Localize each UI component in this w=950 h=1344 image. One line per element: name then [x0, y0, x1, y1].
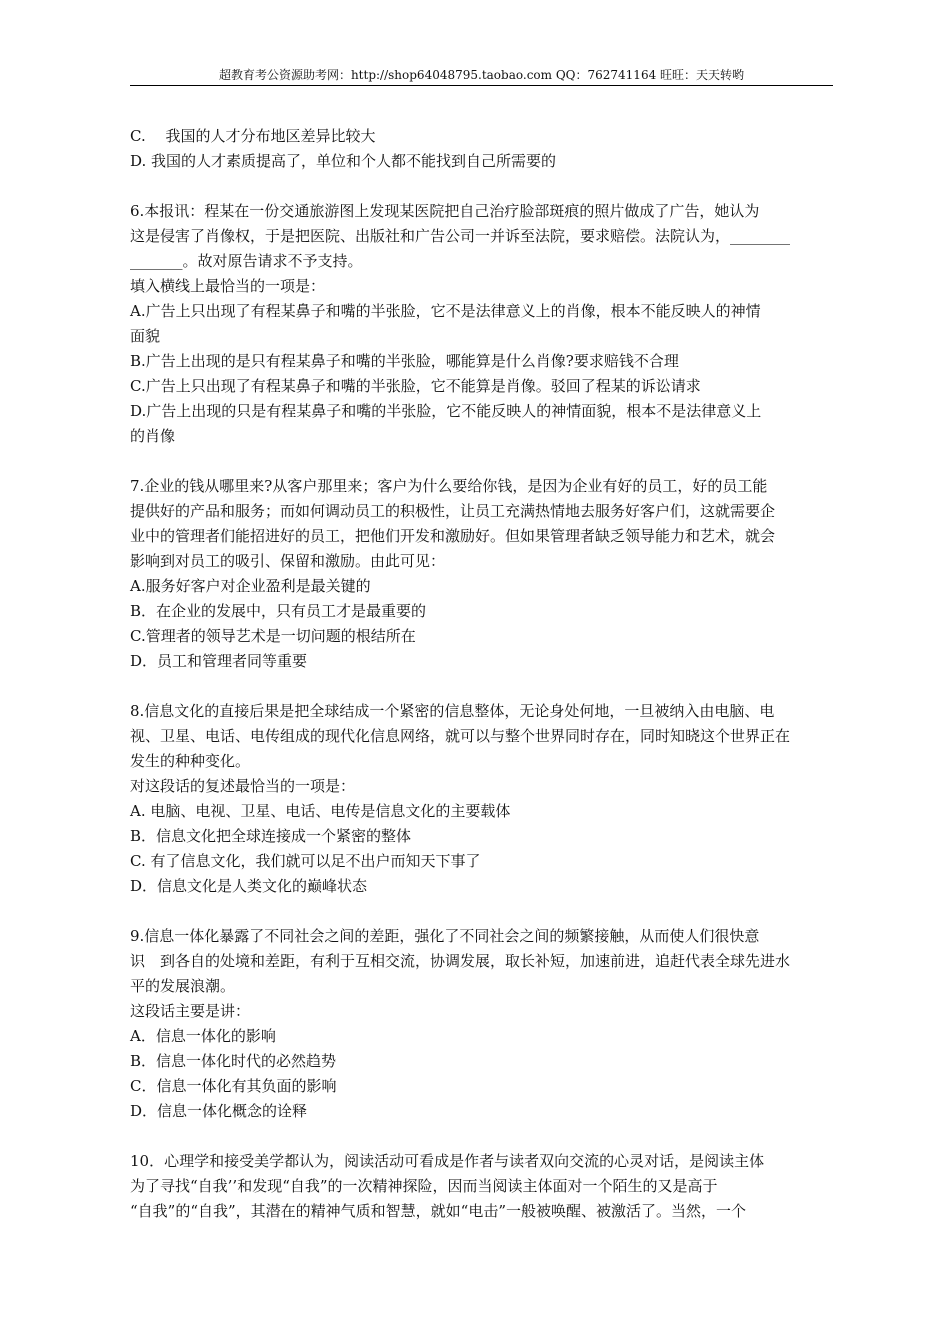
q7-stem-line: 业中的管理者们能招进好的员工，把他们开发和激励好。但如果管理者缺乏领导能力和艺术，就会: [130, 527, 776, 545]
q6-stem-line: 6.本报讯：程某在一份交通旅游图上发现某医院把自己治疗脸部斑痕的照片做成了广告，她认为: [130, 202, 760, 220]
q7-stem-line: 影响到对员工的吸引、保留和激励。由此可见：: [130, 552, 446, 570]
q9-option-b: B．信息一体化时代的必然趋势: [130, 1052, 337, 1070]
q9-stem-line: 9.信息一体化暴露了不同社会之间的差距，强化了不同社会之间的频繁接触，从而使人们很快意: [130, 927, 760, 945]
q7-option-d: D．员工和管理者同等重要: [130, 652, 308, 670]
q7-option-c: C.管理者的领导艺术是一切问题的根结所在: [130, 627, 416, 645]
q6-stem-line: 这是侵害了肖像权，于是把医院、出版社和广告公司一并诉至法院，要求赔偿。法院认为，________: [130, 227, 791, 245]
q6-option-d: D.广告上出现的只是有程某鼻子和嘴的半张脸，它不能反映人的神情面貌，根本不是法律意义上: [130, 402, 762, 420]
q5-option-d: D. 我国的人才素质提高了，单位和个人都不能找到自己所需要的: [130, 152, 557, 170]
q6-option-d-cont: 的肖像: [130, 427, 176, 445]
q7-stem-line: 7.企业的钱从哪里来?从客户那里来；客户为什么要给你钱，是因为企业有好的员工，好的员工能: [130, 477, 768, 495]
q7-stem-line: 提供好的产品和服务；而如何调动员工的积极性，让员工充满热情地去服务好客户们，这就需要企: [130, 502, 776, 520]
q9-stem-line: 识 到各自的处境和差距，有利于互相交流，协调发展，取长补短，加速前进，追赶代表全球先进水: [130, 952, 791, 970]
document-body: [130, 124, 833, 1224]
q6-option-a-cont: 面貌: [130, 327, 161, 345]
q9-option-c: C．信息一体化有其负面的影响: [130, 1077, 337, 1095]
q8-stem-line: 发生的种种变化。: [130, 752, 251, 770]
q6-option-b: B.广告上出现的是只有程某鼻子和嘴的半张脸，哪能算是什么肖像?要求赔钱不合理: [130, 352, 679, 370]
q8-option-b: B．信息文化把全球连接成一个紧密的整体: [130, 827, 412, 845]
q10-stem-line: 为了寻找“自我’’和发现“自我”的一次精神探险，因而当阅读主体面对一个陌生的又是高于: [130, 1177, 718, 1195]
q6-prompt: 填入横线上最恰当的一项是：: [130, 277, 326, 295]
q9-option-d: D．信息一体化概念的诠释: [130, 1102, 308, 1120]
q9-stem-line: 平的发展浪潮。: [130, 977, 236, 995]
q8-option-c: C. 有了信息文化，我们就可以足不出户而知天下事了: [130, 852, 481, 870]
q6-stem-line: _______。故对原告请求不予支持。: [130, 252, 363, 270]
q10-stem-line: 10．心理学和接受美学都认为，阅读活动可看成是作者与读者双向交流的心灵对话，是阅读主体: [130, 1152, 765, 1170]
q5-option-c: C. 我国的人才分布地区差异比较大: [130, 127, 376, 145]
q6-option-c: C.广告上只出现了有程某鼻子和嘴的半张脸，它不能算是肖像。驳回了程某的诉讼请求: [130, 377, 701, 395]
q9-option-a: A．信息一体化的影响: [130, 1027, 276, 1045]
q6-option-a: A.广告上只出现了有程某鼻子和嘴的半张脸，它不是法律意义上的肖像，根本不能反映人的神情: [130, 302, 761, 320]
q8-stem-line: 8.信息文化的直接后果是把全球结成一个紧密的信息整体，无论身处何地，一旦被纳入由电脑、电: [130, 702, 775, 720]
q8-prompt: 对这段话的复述最恰当的一项是：: [130, 777, 356, 795]
q8-option-d: D．信息文化是人类文化的巅峰状态: [130, 877, 368, 895]
q8-option-a: A. 电脑、电视、卫星、电话、电传是信息文化的主要载体: [130, 802, 511, 820]
page-header: 超教育考公资源助考网：http://shop64048795.taobao.com QQ：762741164 旺旺：天天转哟: [130, 66, 833, 86]
q7-option-a: A.服务好客户对企业盈利是最关键的: [130, 577, 371, 595]
q9-prompt: 这段话主要是讲：: [130, 1002, 251, 1020]
q7-option-b: B．在企业的发展中，只有员工才是最重要的: [130, 602, 427, 620]
q8-stem-line: 视、卫星、电话、电传组成的现代化信息网络，就可以与整个世界同时存在，同时知晓这个世界正在: [130, 727, 791, 745]
q10-stem-line: “自我”的“自我”，其潜在的精神气质和智慧，就如“电击”一般被唤醒、被激活了。当然，一个: [130, 1202, 747, 1220]
